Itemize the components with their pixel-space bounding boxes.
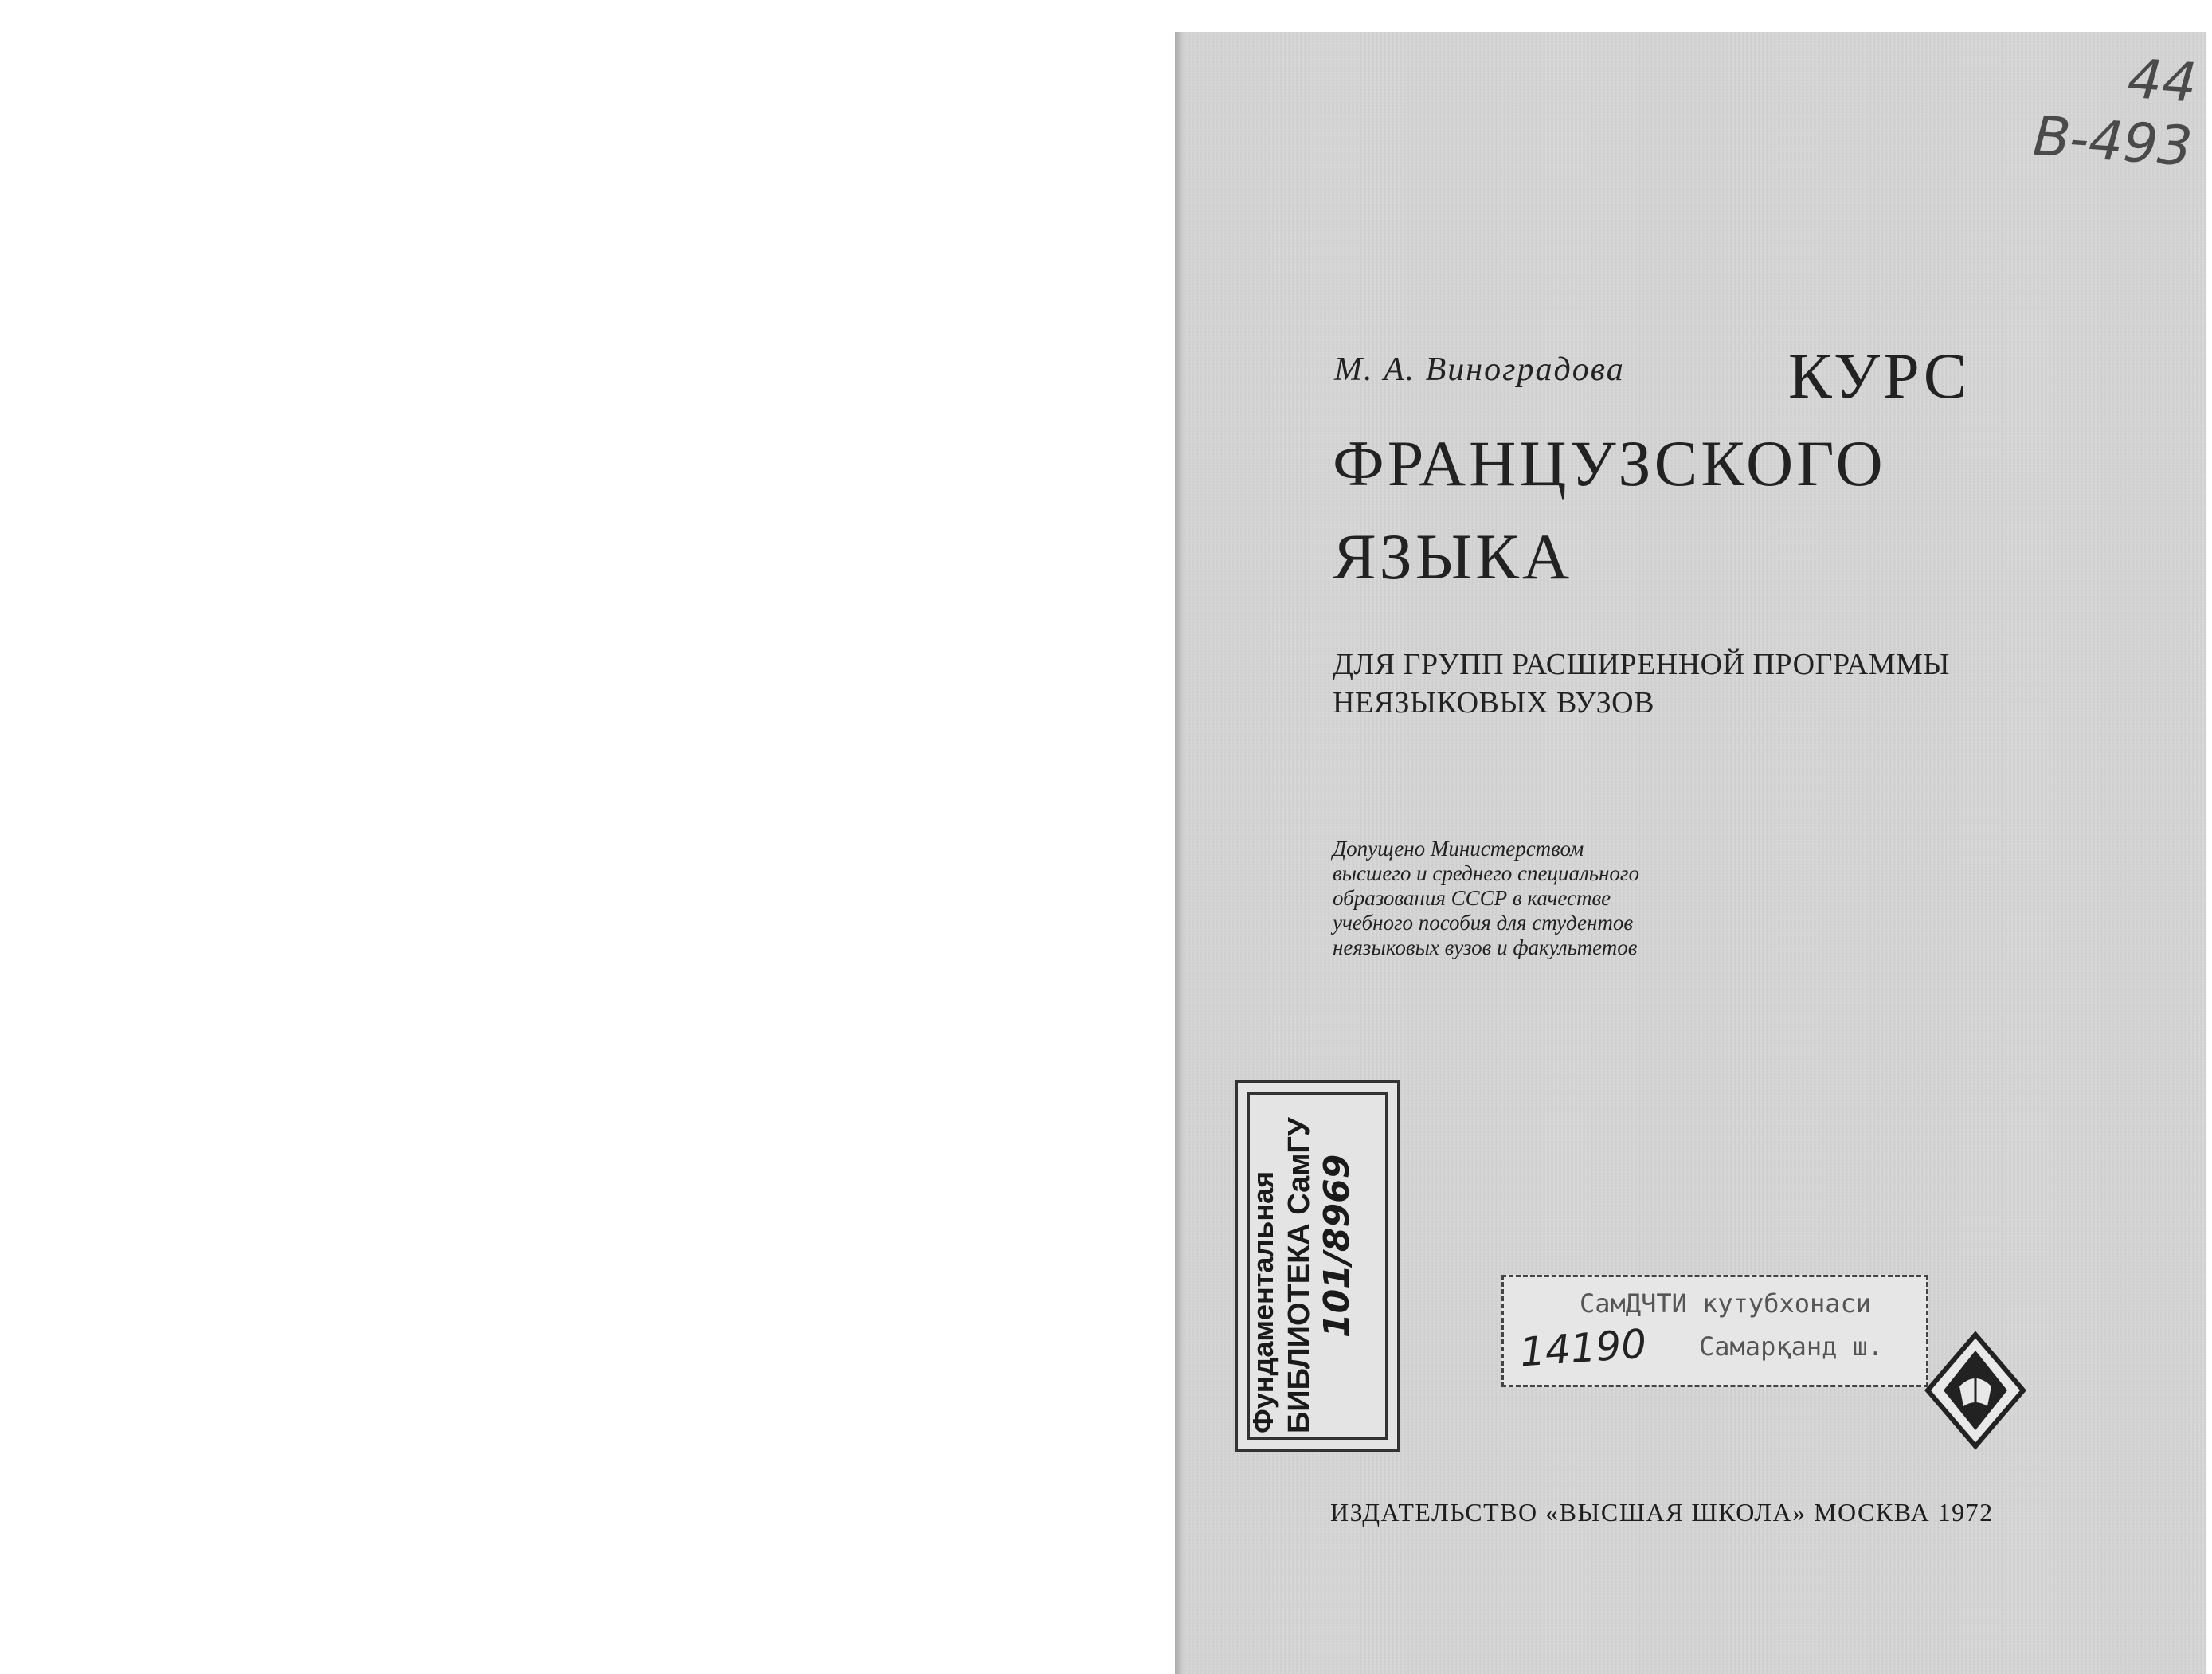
library-stamp-line1: Фундаментальная [1247, 1170, 1279, 1433]
shelf-mark-line2: B-493 [2030, 104, 2194, 179]
samdchti-stamp-line2: Самарқанд ш. [1699, 1331, 1884, 1362]
library-stamp-text [1246, 1099, 1389, 1433]
approval-line: высшего и среднего специального [1333, 861, 1639, 885]
publisher-logo-icon [1924, 1331, 2027, 1450]
library-stamp [1235, 1080, 1400, 1452]
approval-line: образования СССР в качестве [1333, 886, 1611, 910]
publisher-imprint: ИЗДАТЕЛЬСТВО «ВЫСШАЯ ШКОЛА» МОСКВА 1972 [1330, 1498, 1994, 1527]
approval-line: неязыковых вузов и факультетов [1333, 935, 1638, 959]
book-title-line1: КУРС [1788, 339, 1971, 412]
ministry-approval-note [1333, 837, 1639, 960]
samdchti-library-stamp [1501, 1275, 1928, 1387]
subtitle-line2: НЕЯЗЫКОВЫХ ВУЗОВ [1333, 686, 1654, 719]
book-title-line2: ФРАНЦУЗСКОГО [1333, 427, 1886, 500]
book-title-line3: ЯЗЫКА [1333, 520, 1573, 593]
samdchti-stamp-number: 14190 [1518, 1320, 1648, 1376]
library-stamp-number: 101/8969 [1317, 1154, 1357, 1338]
handwritten-shelf-mark [2015, 41, 2199, 180]
book-subtitle [1333, 645, 1950, 722]
approval-line: учебного пособия для студентов [1333, 911, 1634, 935]
subtitle-line1: ДЛЯ ГРУПП РАСШИРЕННОЙ ПРОГРАММЫ [1333, 648, 1950, 681]
page-edge-shadow [1175, 32, 1184, 1674]
shelf-mark-line1: 44 [2125, 47, 2199, 116]
author-name: М. А. Виноградова [1334, 351, 1625, 388]
samdchti-stamp-line1: СамДЧТИ кутубхонаси [1580, 1288, 1872, 1319]
title-page [1175, 32, 2206, 1674]
library-stamp-line2: БИБЛИОТЕКА СамГУ [1282, 1117, 1316, 1433]
approval-line: Допущено Министерством [1333, 837, 1584, 861]
